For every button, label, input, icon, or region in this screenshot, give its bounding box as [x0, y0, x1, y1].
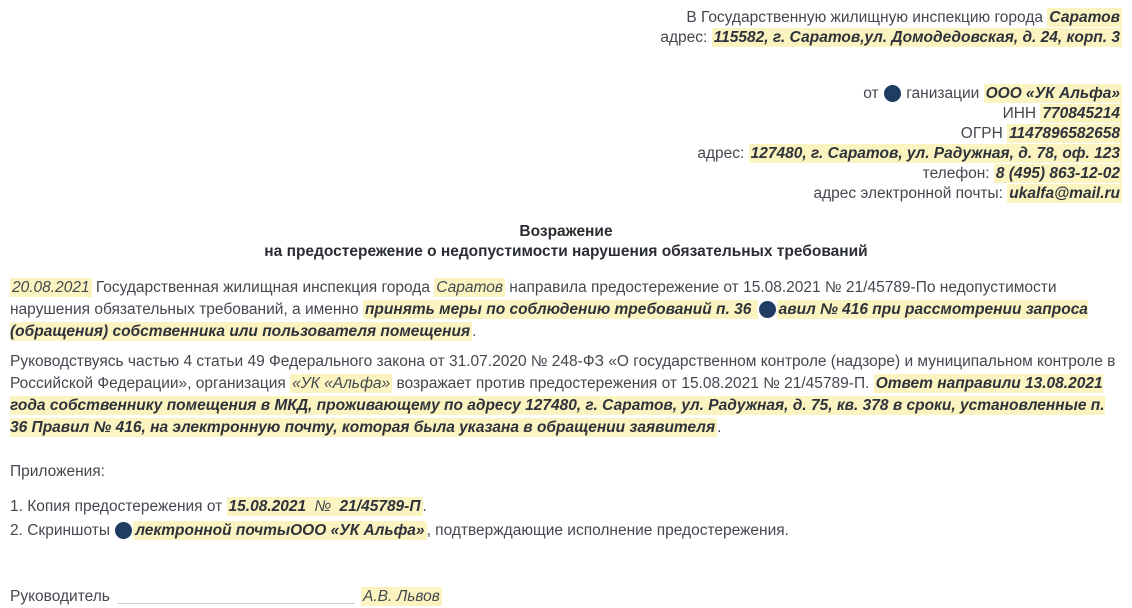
highlighted-field[interactable]: ООО «УК Альфа» [985, 85, 1120, 102]
highlighted-field[interactable]: 8 (495) 863-12-02 [995, 165, 1120, 182]
marker-dot-icon[interactable] [759, 301, 776, 318]
highlighted-field[interactable]: 15.08.2021 [228, 498, 307, 515]
highlighted-field[interactable]: Саратов [1049, 9, 1120, 26]
text-run: 1. Копия предостережения от [10, 498, 227, 515]
sender-block [10, 84, 1122, 204]
highlighted-field[interactable]: Саратов [436, 279, 503, 296]
paragraph-objection [10, 351, 1122, 439]
text-run: Руководствуясь частью 4 статьи 49 Федерального закона от 31.07.2020 № 248-ФЗ «О государственном контроле (надзоре) и муниципальном контроле в Российской Федерации», организация [10, 353, 1116, 392]
document-title-line2: на предостережение о недопустимости нарушения обязательных требований [264, 243, 868, 260]
text-run: В Государственную жилищную инспекцию города [686, 9, 1048, 26]
document-title-line1: Возражение [519, 223, 613, 240]
highlighted-field[interactable]: 20.08.2021 [12, 279, 90, 296]
highlighted-field[interactable]: 1147896582658 [1009, 125, 1120, 142]
marker-dot-icon[interactable] [884, 85, 901, 102]
text-run: адрес: [697, 145, 749, 162]
text-run: адрес электронной почты: [813, 185, 1008, 202]
signature-role-label: Руководитель [10, 588, 110, 605]
signature-row [10, 586, 1122, 608]
signature-name-field[interactable]: А.В. Львов [363, 588, 440, 605]
text-run: возражает против предостережения от 15.08.2021 № 21/45789-П. [392, 375, 874, 392]
recipient-line-authority [10, 8, 1122, 28]
document-title [10, 222, 1122, 262]
text-run: ОГРН [960, 125, 1008, 142]
text-run: направила предостережение от 15.08.2021 № 21/45789-По недопустимости нарушения обязательных требований, а именно [10, 279, 1057, 318]
text-run: ИНН [1002, 105, 1041, 122]
highlighted-field[interactable]: 21/45789-П [339, 498, 421, 515]
text-run: , подтверждающие исполнение предостережения. [426, 522, 789, 539]
highlighted-field[interactable]: лектронной почтыООО «УК Альфа» [135, 522, 425, 539]
highlighted-field[interactable]: 127480, г. Саратов, ул. Радужная, д. 78, оф. 123 [750, 145, 1120, 162]
text-run: . [717, 419, 722, 436]
highlighted-field[interactable]: 115582, г. Саратов,ул. Домодедовская, д. 24, корп. 3 [713, 29, 1120, 46]
text-run: Государственная жилищная инспекция города [91, 279, 435, 296]
highlighted-field[interactable]: авил № 416 при рассмотрении запроса (обращения) собственника или пользователя помещения [10, 301, 1088, 340]
attachments-heading: Приложения: [10, 463, 105, 480]
sender-line-address [10, 144, 1122, 164]
text-run: 2. Скриншоты [10, 522, 115, 539]
text-run: . [422, 498, 427, 515]
recipient-block [10, 8, 1122, 48]
highlighted-field[interactable]: ukalfa@mail.ru [1009, 185, 1120, 202]
text-run: адрес: [660, 29, 712, 46]
sender-line-phone [10, 164, 1122, 184]
sender-line-organization [10, 84, 1122, 104]
sender-line-ogrn [10, 124, 1122, 144]
text-run: ганизации [901, 85, 984, 102]
text-run: телефон: [922, 165, 994, 182]
highlighted-field[interactable]: принять меры по соблюдению требований п. 36 [364, 301, 756, 318]
sender-line-inn [10, 104, 1122, 124]
text-run: от [863, 85, 883, 102]
attachment-item-1 [10, 496, 1122, 518]
marker-dot-icon[interactable] [115, 522, 132, 539]
paragraph-warning-received [10, 277, 1122, 343]
signature-blank-line: __________________________ [117, 588, 355, 605]
highlighted-field[interactable]: Ответ направили 13.08.2021 года собственнику помещения в МКД, проживающему по адресу 127480, г. Саратов, ул. Радужная, д. 75, кв. 378 в сроки, установленные п. 36 Правил № 416, на электронную почту, которая была указана в обращении заявителя [10, 375, 1105, 436]
highlighted-field[interactable]: «УК «Альфа» [292, 375, 391, 392]
sender-line-email [10, 184, 1122, 204]
text-run: . [472, 323, 477, 340]
recipient-line-address [10, 28, 1122, 48]
attachment-item-2 [10, 520, 1122, 542]
highlighted-field[interactable]: 770845214 [1042, 105, 1120, 122]
highlighted-field[interactable]: № [310, 498, 336, 515]
